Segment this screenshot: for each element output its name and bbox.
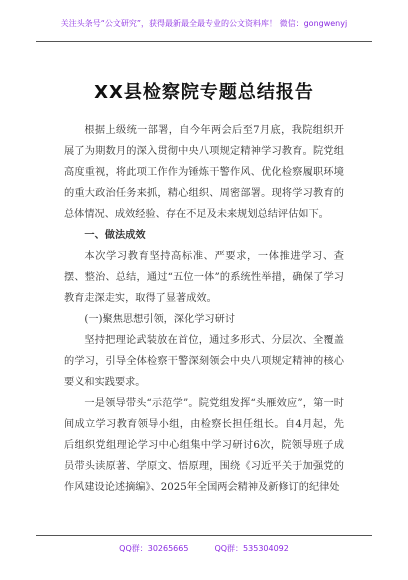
header-promo-note: 关注头条号“公文研究”，获得最新最全最专业的公文资料库！ 微信：gongwenyj bbox=[60, 19, 348, 28]
footer-contact bbox=[0, 543, 408, 554]
footer-divider bbox=[36, 535, 372, 536]
subsection-1-paragraph: 坚持把理论武装放在首位，通过多形式、分层次、全覆盖的学习，引导全体检察干警深刻领会中央八项规定精神的核心要义和实践要求。 bbox=[64, 335, 344, 388]
section-1-paragraph: 本次学习教育坚持高标准、严要求，一体推进学习、查摆、整治、总结，通过“五位一体”的系统性举措，确保了学习教育走深走实，取得了显著成效。 bbox=[64, 251, 344, 304]
footer-qq-group-2: QQ群：535304092 bbox=[214, 544, 289, 553]
document-body bbox=[64, 120, 344, 498]
section-heading-1: 一、做法成效 bbox=[84, 230, 146, 241]
header-divider bbox=[36, 41, 372, 42]
footer-qq-group-1: QQ群：30265665 bbox=[119, 544, 189, 553]
subsection-heading-1: (一)聚焦思想引领，深化学习研讨 bbox=[84, 314, 235, 325]
document-title: XX县检察院专题总结报告 bbox=[94, 82, 314, 103]
intro-paragraph: 根据上级统一部署，自今年两会后至7月底，我院组织开展了为期数月的深入贯彻中央八项规定精神学习教育。院党组高度重视，将此项工作作为锤炼干警作风、优化检察履职环境的重大政治任务来抓，精心组织、周密部署。现将学习教育的总体情况、成效经验、存在不足及未来规划总结评估如下。 bbox=[64, 125, 344, 220]
point-1-paragraph: 一是领导带头“示范学”。院党组发挥“头雁效应”，第一时间成立学习教育领导小组，由检察长担任组长。自4月起，先后组织党组理论学习中心组集中学习研讨6次，院领导班子成员带头读原著、学原文、悟原理，围绕《习近平关于加强党的作风建设论述摘编》、2025年全国两会精神及新修订的纪律处 bbox=[64, 398, 344, 493]
